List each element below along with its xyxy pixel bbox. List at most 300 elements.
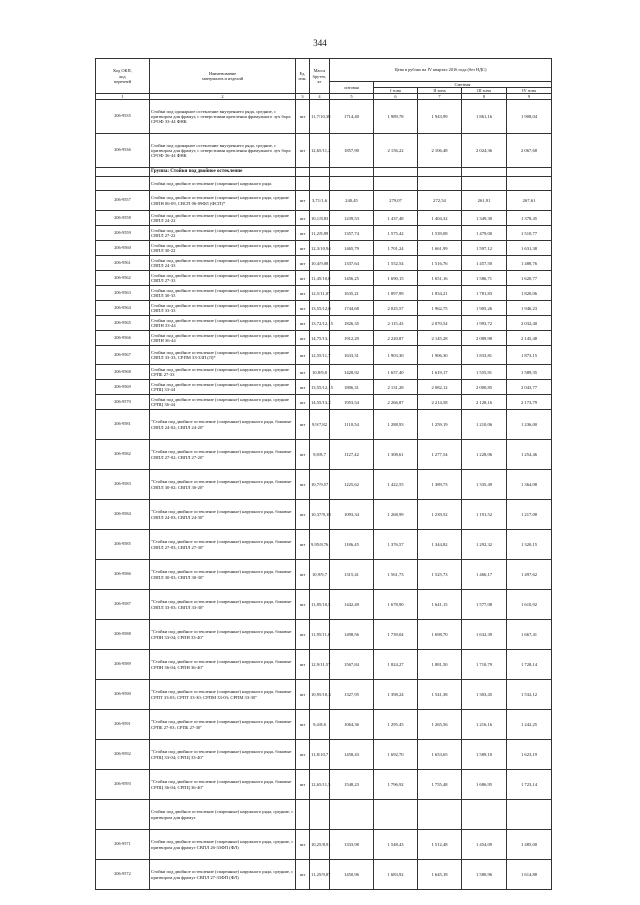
row-code: 206-9567	[96, 346, 150, 365]
row-zone1-price: 1 796,92	[374, 770, 418, 800]
row-zone2-price: 1 661,99	[418, 241, 462, 256]
row-zone2-price: 2 082,12	[418, 380, 462, 395]
row-zone3-price: 1 191,52	[462, 500, 507, 530]
header-wholesale: оптовая	[330, 82, 374, 94]
row-zone4-price: 1 497,62	[507, 560, 552, 590]
table-row	[96, 271, 552, 286]
row-name: Стойки под двойное остекление (спаренные) наружного ряда, средние СВПЛ 30-33	[150, 286, 296, 301]
row-mass	[310, 177, 330, 191]
table-body	[96, 100, 552, 890]
row-zone4-price: 267,61	[507, 191, 552, 211]
row-zone4-price: 2 067,68	[507, 134, 552, 168]
row-unit: шт	[296, 710, 310, 740]
row-zone1-price: 1 690,15	[374, 271, 418, 286]
row-zone1-price: 1 701,24	[374, 241, 418, 256]
row-code: 206-9589	[96, 650, 150, 680]
row-name: Стойки под двойное остекление (спаренные) наружного ряда, средние СРПБ 27-33	[150, 365, 296, 380]
row-wholesale-price: 1498,56	[330, 620, 374, 650]
row-zone3-price: 1 454,09	[462, 830, 507, 860]
row-code: 206-9571	[96, 830, 150, 860]
row-zone2-price: 1 653,65	[418, 740, 462, 770]
row-code: 206-9581	[96, 410, 150, 440]
row-unit: шт	[296, 316, 310, 331]
row-unit: шт	[296, 410, 310, 440]
row-zone2-price: 1 962,75	[418, 301, 462, 316]
row-zone2-price: 1 834,21	[418, 286, 462, 301]
row-zone2-price: 1 404,32	[418, 211, 462, 226]
row-zone1-price: 1 422,55	[374, 470, 418, 500]
row-zone2-price: 1 525,73	[418, 560, 462, 590]
row-zone2-price: 1 755,48	[418, 770, 462, 800]
row-name: Стойки под двойное остекление (спаренные) наружного ряда, средние СВПН 33-44	[150, 316, 296, 331]
table-row	[96, 365, 552, 380]
row-zone3-price: 261,91	[462, 191, 507, 211]
row-zone2-price: 1 906,30	[418, 346, 462, 365]
row-wholesale-price: 1714,40	[330, 100, 374, 134]
table-row	[96, 530, 552, 560]
row-zone1-price: 1 268,99	[374, 500, 418, 530]
row-unit: шт	[296, 395, 310, 410]
row-wholesale-price: 1337,64	[330, 256, 374, 271]
row-code: 206-9587	[96, 590, 150, 620]
row-zone3-price: 1 861,16	[462, 100, 507, 134]
row-zone2-price: 1 943,99	[418, 100, 462, 134]
row-zone4-price: 1 820,06	[507, 286, 552, 301]
row-wholesale-price: 1315,41	[330, 560, 374, 590]
row-mass: 10,37/9,18	[310, 500, 330, 530]
table-row	[96, 500, 552, 530]
row-zone2-price: 1 265,56	[418, 710, 462, 740]
row-code: 206-9569	[96, 380, 150, 395]
table-row	[96, 100, 552, 134]
row-zone1-price: 2 131,28	[374, 380, 418, 395]
row-mass: 12,3/10,94	[310, 241, 330, 256]
row-wholesale-price: 1357,74	[330, 226, 374, 241]
row-zone4-price: 1 620,77	[507, 271, 552, 286]
row-wholesale-price: 1186,45	[330, 530, 374, 560]
row-zone4-price: 1 873,15	[507, 346, 552, 365]
row-zone4-price: 1 242,25	[507, 710, 552, 740]
row-code: 206-9593	[96, 770, 150, 800]
row-code: 206-9588	[96, 620, 150, 650]
row-wholesale-price: 1857,90	[330, 134, 374, 168]
row-zone3-price: 1 479,00	[462, 226, 507, 241]
row-unit: шт	[296, 530, 310, 560]
row-mass: 11,2/9,89	[310, 226, 330, 241]
row-name: Стойки под одинарное остекление внутреннего ряда, средние, с притвором для фрамуг, с отверстиями крепления фрамужного луч бора СРОФ 33-44 ФНК	[150, 100, 296, 134]
row-name: "Стойки под двойное остекление (спаренные) наружного ряда, боковые СРПН 36-04; СРПН 36-40"	[150, 650, 296, 680]
row-name: Стойки под двойное остекление (спаренные) наружного ряда.	[150, 177, 296, 191]
group-row-cell	[296, 168, 310, 177]
row-zone4-price: 1 908,04	[507, 100, 552, 134]
row-code: 206-9592	[96, 740, 150, 770]
row-zone2-price: 1 389,73	[418, 470, 462, 500]
table-row	[96, 380, 552, 395]
row-zone2-price: 1 516,76	[418, 256, 462, 271]
row-name: "Стойки под двойное остекление (спаренные) наружного ряда, боковые СВПЛ 27-03; СВПЛ 27-30"	[150, 530, 296, 560]
row-name: Стойки под двойное остекление (спаренные) наружного ряда, средние СВПН 36-44	[150, 331, 296, 346]
row-wholesale-price: 1953,54	[330, 395, 374, 410]
row-name: Стойки под одинарное остекление внутреннего ряда, средние, с притвором для фрамуг, с отверстиями крепления фрамужного луч бора СРОФ 36-44 ФНК	[150, 134, 296, 168]
table-row	[96, 256, 552, 271]
row-wholesale-price: 1567,84	[330, 650, 374, 680]
row-code: 206-9566	[96, 331, 150, 346]
row-zone3-price: 1 597,12	[462, 241, 507, 256]
row-wholesale-price: 1633,31	[330, 346, 374, 365]
row-zone1-price: 1 683,92	[374, 860, 418, 890]
row-wholesale-price: 1327,95	[330, 680, 374, 710]
row-zone4-price: 1 723,14	[507, 770, 552, 800]
row-mass: 13,72/12,15	[310, 316, 330, 331]
row-zone1-price	[374, 800, 418, 830]
row-unit: шт	[296, 100, 310, 134]
row-zone2-price: 1 641,15	[418, 590, 462, 620]
table-row	[96, 800, 552, 830]
row-zone3-price	[462, 800, 507, 830]
row-name: "Стойки под двойное остекление (спаренные) наружного ряда, боковые СВПЛ 27-02; СВПЛ 27-20"	[150, 440, 296, 470]
row-wholesale-price: 1912,29	[330, 331, 374, 346]
table-row	[96, 650, 552, 680]
row-zone2-price: 1 539,08	[418, 226, 462, 241]
row-unit	[296, 177, 310, 191]
table-row	[96, 226, 552, 241]
row-name: Стойки под двойное остекление (спаренные) наружного ряда, средние, с притвором для фрамуг СВПЛ 26-33ФП (ФЛ)	[150, 830, 296, 860]
row-unit: шт	[296, 470, 310, 500]
row-zone1-price: 2 025,57	[374, 301, 418, 316]
row-mass: 11,8/10,7	[310, 740, 330, 770]
table-row	[96, 177, 552, 191]
row-wholesale-price: 1456,25	[330, 271, 374, 286]
row-mass: 10,4/9,08	[310, 256, 330, 271]
row-code: 206-9586	[96, 560, 150, 590]
row-unit: шт	[296, 620, 310, 650]
row-name: "Стойки под двойное остекление (спаренные) наружного ряда, боковые СРПЦ 33-04; СРПЦ 33-40"	[150, 740, 296, 770]
row-name: Стойки под двойное остекление (спаренные) наружного ряда, средние СРПЦ 36-44	[150, 395, 296, 410]
row-mass: 9,95/8,76	[310, 530, 330, 560]
row-name: Стойки под двойное остекление (спаренные) наружного ряда, средние СВПЛ 33-33; СРПМ 33-33П (Л)*	[150, 346, 296, 365]
row-unit: шт	[296, 191, 310, 211]
row-wholesale-price: 1806,31	[330, 380, 374, 395]
row-zone4-price: 1 728,14	[507, 650, 552, 680]
row-zone1-price: 1 678,90	[374, 590, 418, 620]
row-unit: шт	[296, 560, 310, 590]
header-zone-4: IV зона	[507, 88, 552, 94]
row-mass	[310, 800, 330, 830]
row-wholesale-price: 1428,92	[330, 365, 374, 380]
row-zone3-price: 1 216,16	[462, 710, 507, 740]
row-zone2-price: 1 259,19	[418, 410, 462, 440]
row-name: "Стойки под двойное остекление (спаренные) наружного ряда, боковые СВПЛ 24-03; СВПЛ 24-30"	[150, 500, 296, 530]
row-unit	[296, 800, 310, 830]
row-mass: 12,55/11,7	[310, 346, 330, 365]
row-zone4-price: 1 532,12	[507, 680, 552, 710]
group-row-cell	[462, 168, 507, 177]
group-row-cell	[330, 168, 374, 177]
row-zone2-price: 1 881,50	[418, 650, 462, 680]
row-unit: шт	[296, 830, 310, 860]
row-unit: шт	[296, 331, 310, 346]
row-zone1-price: 1 437,48	[374, 211, 418, 226]
row-zone4-price: 1 378,45	[507, 211, 552, 226]
header-zone-2: II зона	[418, 88, 462, 94]
row-zone4-price: 1 946,23	[507, 301, 552, 316]
row-zone2-price: 1 344,82	[418, 530, 462, 560]
table-row	[96, 331, 552, 346]
table-row	[96, 440, 552, 470]
row-zone1-price: 1 548,43	[374, 830, 418, 860]
row-wholesale-price: 1110,54	[330, 410, 374, 440]
row-zone4-price: 1 631,38	[507, 241, 552, 256]
row-code: 206-9562	[96, 271, 150, 286]
table-row	[96, 395, 552, 410]
row-mass: 14,75/13,1	[310, 331, 330, 346]
group-row-cell	[418, 168, 462, 177]
table-row	[96, 211, 552, 226]
row-mass: 10,25/8,91	[310, 830, 330, 860]
row-code: 206-9563	[96, 286, 150, 301]
row-zone1-price: 1 552,54	[374, 256, 418, 271]
row-zone2-price: 272,54	[418, 191, 462, 211]
row-wholesale-price: 1450,96	[330, 860, 374, 890]
row-zone4-price: 2 145,48	[507, 331, 552, 346]
row-wholesale-price: 240,45	[330, 191, 374, 211]
row-zone2-price: 1 541,38	[418, 680, 462, 710]
group-title: Группа: Стойки под двойное остекление	[150, 168, 296, 177]
header-code: Код ОКП, код перечней	[96, 59, 150, 94]
row-wholesale-price: 1225,62	[330, 470, 374, 500]
row-code: 206-9565	[96, 316, 150, 331]
row-zone4-price: 1 623,19	[507, 740, 552, 770]
row-zone3-price: 1 466,17	[462, 560, 507, 590]
row-unit: шт	[296, 680, 310, 710]
row-zone1-price: 1 575,42	[374, 226, 418, 241]
row-mass: 10,7/9,57	[310, 470, 330, 500]
row-code: 206-9564	[96, 301, 150, 316]
row-wholesale-price: 1093,34	[330, 500, 374, 530]
row-unit: шт	[296, 346, 310, 365]
row-zone1-price: 2 266,87	[374, 395, 418, 410]
row-zone2-price: 2 106,48	[418, 134, 462, 168]
header-zone-3: III зона	[462, 88, 507, 94]
row-zone4-price: 1 510,77	[507, 226, 552, 241]
row-zone1-price: 1 398,24	[374, 680, 418, 710]
row-mass: 9,4/8,6	[310, 710, 330, 740]
row-wholesale-price: 1826,35	[330, 316, 374, 331]
row-zone4-price: 1 364,08	[507, 470, 552, 500]
row-name: Стойки под двойное остекление (спаренные) наружного ряда, средние СВПЛ 24-33	[150, 256, 296, 271]
header-estimate: Сметная	[374, 82, 552, 88]
row-wholesale-price: 1548,23	[330, 770, 374, 800]
row-name: "Стойки под двойное остекление (спаренные) наружного ряда, боковые СРПЦ 36-04; СРПЦ 36-40"	[150, 770, 296, 800]
row-unit: шт	[296, 860, 310, 890]
row-zone3-price: 1 228,06	[462, 440, 507, 470]
row-zone4-price: 1 254,46	[507, 440, 552, 470]
row-code: 206-9590	[96, 680, 150, 710]
row-name: "Стойки под двойное остекление (спаренные) наружного ряда, боковые СРПН 33-04; СРПН 33-40"	[150, 620, 296, 650]
row-code: 206-9559	[96, 226, 150, 241]
row-zone4-price: 2 173,79	[507, 395, 552, 410]
row-code: 206-9557	[96, 191, 150, 211]
row-zone3-price: 1 457,50	[462, 256, 507, 271]
price-table	[95, 58, 552, 890]
row-name: "Стойки под двойное остекление (спаренные) наружного ряда, боковые СВПЛ 30-03; СВПЛ 30-30"	[150, 560, 296, 590]
table-row	[96, 830, 552, 860]
page-number: 344	[313, 38, 327, 48]
row-zone3-price: 1 905,26	[462, 301, 507, 316]
row-zone2-price: 1 645,18	[418, 860, 462, 890]
row-wholesale-price: 1744,68	[330, 301, 374, 316]
row-zone3-price: 1 580,96	[462, 860, 507, 890]
row-name: Стойки под двойное остекление (спаренные) наружного ряда, средние СВПН 06-09, СВСП 06-09ФЛ (ФСП)*	[150, 191, 296, 211]
row-zone1-price: 1 657,40	[374, 365, 418, 380]
row-wholesale-price	[330, 177, 374, 191]
row-zone4-price: 1 488,76	[507, 256, 552, 271]
row-name: Стойки под двойное остекление (спаренные) наружного ряда, средние СВПЛ 24-22	[150, 211, 296, 226]
row-zone4-price: 1 236,00	[507, 410, 552, 440]
table-row	[96, 316, 552, 331]
group-row-cell	[310, 168, 330, 177]
row-zone3-price: 1 577,08	[462, 590, 507, 620]
row-zone3-price: 1 303,45	[462, 680, 507, 710]
table-row	[96, 241, 552, 256]
row-zone1-price	[374, 177, 418, 191]
row-unit: шт	[296, 740, 310, 770]
row-mass: 9,9/7,82	[310, 410, 330, 440]
row-wholesale-price	[330, 800, 374, 830]
row-mass: 14,55/13,2	[310, 395, 330, 410]
row-zone1-price: 2 156,22	[374, 134, 418, 168]
row-zone3-price: 1 686,95	[462, 770, 507, 800]
group-row-code	[96, 168, 150, 177]
row-mass: 13,55/12,15	[310, 380, 330, 395]
row-unit: шт	[296, 211, 310, 226]
header-unit: Ед. изм.	[296, 59, 310, 94]
row-wholesale-price: 1442,49	[330, 590, 374, 620]
column-numbers-row: 1 2 3 4 5 6 7 8 9	[96, 94, 552, 100]
row-zone3-price: 1 632,39	[462, 620, 507, 650]
row-code: 206-9570	[96, 395, 150, 410]
row-code: 206-9591	[96, 710, 150, 740]
header-zone-1: I зона	[374, 88, 418, 94]
row-mass: 11,25/9,87	[310, 860, 330, 890]
row-unit: шт	[296, 226, 310, 241]
row-code: 206-9558	[96, 211, 150, 226]
row-code: 206-9585	[96, 530, 150, 560]
row-code: 206-9584	[96, 500, 150, 530]
row-zone4-price	[507, 800, 552, 830]
row-mass: 10,95/10,3	[310, 680, 330, 710]
row-mass: 10,1/8,83	[310, 211, 330, 226]
row-name: Стойки под двойное остекление (спаренные) наружного ряда, средние, с притвором для фрамуг.	[150, 800, 296, 830]
row-zone2-price	[418, 177, 462, 191]
row-zone1-price: 1 561,73	[374, 560, 418, 590]
row-name: "Стойки под двойное остекление (спаренные) наружного ряда, боковые СВПЛ 33-03; СВПЛ 33-30"	[150, 590, 296, 620]
group-row	[96, 168, 552, 177]
row-unit: шт	[296, 770, 310, 800]
row-code: 206-9560	[96, 241, 150, 256]
row-zone1-price: 1 897,99	[374, 286, 418, 301]
row-zone2-price: 1 239,52	[418, 500, 462, 530]
table-row	[96, 560, 552, 590]
row-unit: шт	[296, 271, 310, 286]
row-code: 206-9536	[96, 134, 150, 168]
row-unit: шт	[296, 256, 310, 271]
row-zone1-price: 1 288,93	[374, 410, 418, 440]
row-zone2-price: 1 512,48	[418, 830, 462, 860]
row-zone3-price: 1 586,71	[462, 271, 507, 286]
row-zone4-price: 1 320,15	[507, 530, 552, 560]
row-zone1-price: 1 824,27	[374, 650, 418, 680]
row-mass: 3,71/1,6	[310, 191, 330, 211]
row-unit: шт	[296, 134, 310, 168]
table-row	[96, 191, 552, 211]
row-unit: шт	[296, 286, 310, 301]
row-name: "Стойки под двойное остекление (спаренные) наружного ряда, боковые СРПБ 27-03; СРПБ 27-30"	[150, 710, 296, 740]
group-row-cell	[507, 168, 552, 177]
row-mass: 12,5/11,07	[310, 286, 330, 301]
row-zone2-price	[418, 800, 462, 830]
header-mass: Масса брутто, кг	[310, 59, 330, 94]
row-code: 206-9572	[96, 860, 150, 890]
row-unit: шт	[296, 650, 310, 680]
row-zone4-price: 2 032,40	[507, 316, 552, 331]
row-unit: шт	[296, 380, 310, 395]
row-code: 206-9535	[96, 100, 150, 134]
table-row	[96, 301, 552, 316]
row-zone1-price: 1 295,45	[374, 710, 418, 740]
row-code	[96, 177, 150, 191]
row-zone1-price: 1 692,70	[374, 740, 418, 770]
row-mass: 13,55/12,0	[310, 301, 330, 316]
row-zone2-price: 1 651,16	[418, 271, 462, 286]
table-row	[96, 710, 552, 740]
row-zone1-price: 1 376,57	[374, 530, 418, 560]
table-row	[96, 860, 552, 890]
row-mass: 11,85/10,5	[310, 590, 330, 620]
row-zone4-price: 2 043,77	[507, 380, 552, 395]
row-zone1-price: 1 903,30	[374, 346, 418, 365]
row-zone3-price: 1 993,72	[462, 316, 507, 331]
row-unit: шт	[296, 590, 310, 620]
row-zone3-price: 1 710,79	[462, 650, 507, 680]
row-code: 206-9582	[96, 440, 150, 470]
row-mass: 11,95/11,0	[310, 620, 330, 650]
table-row	[96, 286, 552, 301]
table-row	[96, 740, 552, 770]
row-name: Стойки под двойное остекление (спаренные) наружного ряда, средние СРПЦ 33-44	[150, 380, 296, 395]
row-mass: 11,7/10,38	[310, 100, 330, 134]
row-zone1-price: 2 115,43	[374, 316, 418, 331]
row-zone4-price: 1 614,88	[507, 860, 552, 890]
row-mass: 11,45/10,0	[310, 271, 330, 286]
table-row	[96, 680, 552, 710]
row-zone2-price: 1 277,54	[418, 440, 462, 470]
row-name: Стойки под двойное остекление (спаренные) наружного ряда, средние СВПЛ 27-33	[150, 271, 296, 286]
row-mass: 12,65/11,5	[310, 770, 330, 800]
row-wholesale-price: 1458,43	[330, 740, 374, 770]
row-name: Стойки под двойное остекление (спаренные) наружного ряда, средние СВПЛ 27-22	[150, 226, 296, 241]
row-zone4-price: 1 667,41	[507, 620, 552, 650]
table-row	[96, 346, 552, 365]
row-zone3-price: 1 210,06	[462, 410, 507, 440]
row-wholesale-price: 1333,98	[330, 830, 374, 860]
table-row	[96, 470, 552, 500]
table-row	[96, 770, 552, 800]
row-zone2-price: 2 070,54	[418, 316, 462, 331]
row-code	[96, 800, 150, 830]
row-name: "Стойки под двойное остекление (спаренные) наружного ряда, боковые СРПТ 33-03; СРПТ 33-30; СРПМ 33-03; СРПМ 33-30"	[150, 680, 296, 710]
row-unit: шт	[296, 440, 310, 470]
